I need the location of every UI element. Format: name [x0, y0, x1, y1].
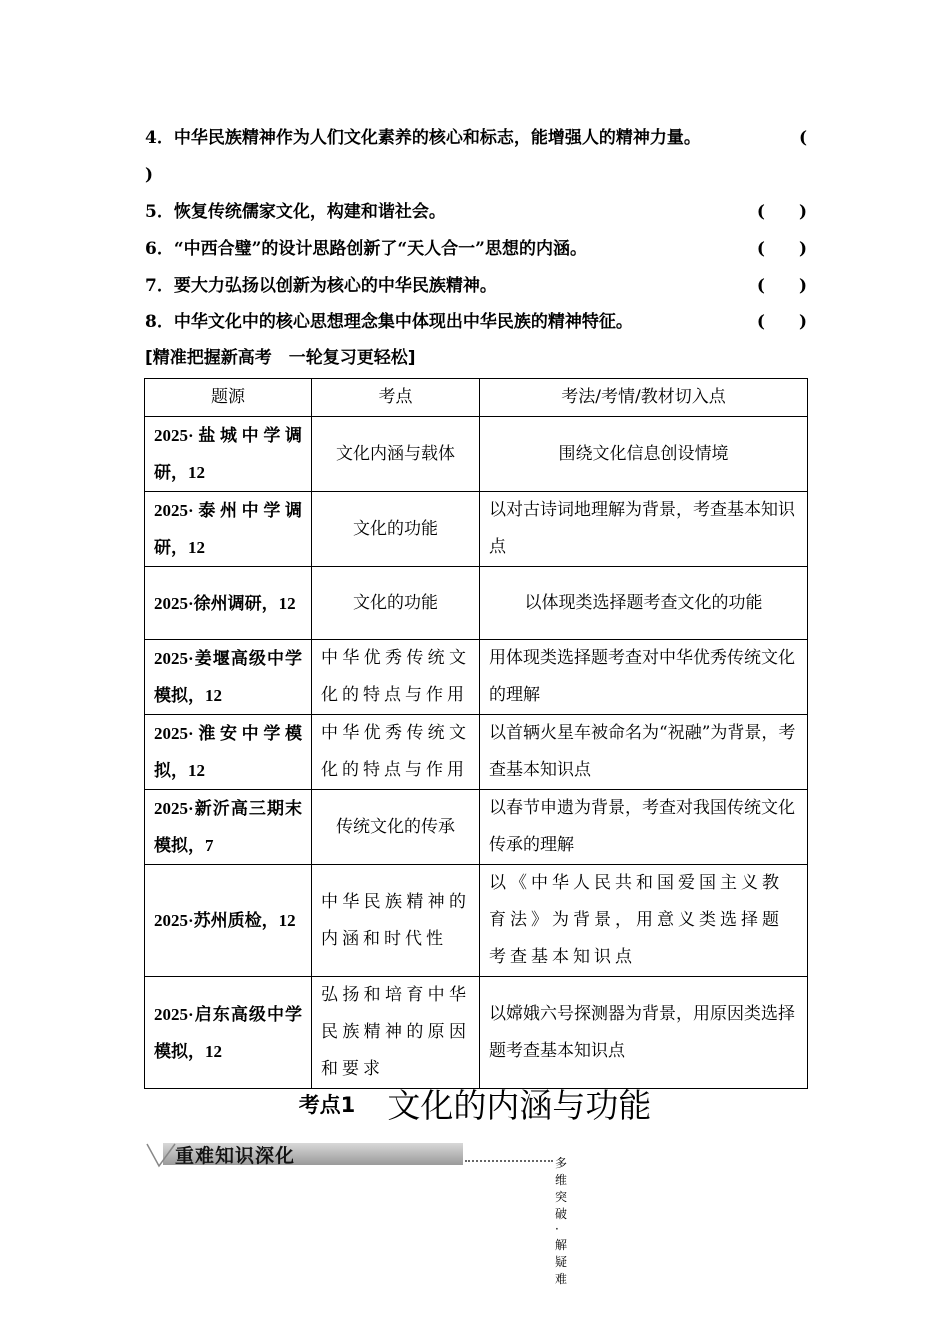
row-point: 传统文化的传承 [312, 790, 480, 865]
table-row [145, 417, 808, 492]
row-source: 2025·盐城中学调研，12 [145, 417, 312, 492]
row-point: 文化的功能 [312, 567, 480, 640]
question-7 [145, 274, 807, 298]
answer-paren: ( ) [756, 312, 807, 332]
row-point: 中华优秀传统文化的特点与作用 [312, 640, 480, 715]
table-row [145, 492, 808, 567]
row-source: 2025·徐州调研，12 [145, 567, 312, 640]
row-source: 2025·苏州质检，12 [145, 865, 312, 977]
table-row [145, 640, 808, 715]
section-banner: [精准把握新高考 一轮复习更轻松] [145, 348, 416, 368]
exam-source-table [144, 378, 808, 1089]
row-method: 以体现类选择题考查文化的功能 [480, 567, 808, 640]
answer-paren: ( ) [756, 202, 807, 222]
row-source: 2025·泰州中学调研，12 [145, 492, 312, 567]
table-row [145, 715, 808, 790]
row-method: 以对古诗词地理解为背景，考查基本知识点 [480, 492, 808, 567]
row-source: 2025·启东高级中学模拟，12 [145, 977, 312, 1089]
header-method: 考法/考情/教材切入点 [480, 379, 808, 417]
table-row [145, 790, 808, 865]
question-8 [145, 310, 807, 334]
header-source: 题源 [145, 379, 312, 417]
section-title: 重难知识深化 [175, 1145, 296, 1167]
triangle-icon [145, 1140, 179, 1170]
row-method: 以春节申遗为背景，考查对我国传统文化传承的理解 [480, 790, 808, 865]
question-4 [145, 126, 807, 150]
row-method: 以《中华人民共和国爱国主义教育法》为背景，用意义类选择题考查基本知识点 [480, 865, 808, 977]
row-point: 文化的功能 [312, 492, 480, 567]
answer-paren: ( ) [756, 239, 807, 259]
question-4-text: 4．中华民族精神作为人们文化素养的核心和标志，能增强人的精神力量。 [145, 128, 701, 148]
question-5 [145, 200, 807, 224]
row-method: 以首辆火星车被命名为“祝融”为背景，考查基本知识点 [480, 715, 808, 790]
question-8-text: 8．中华文化中的核心思想理念集中体现出中华民族的精神特征。 [145, 312, 633, 332]
answer-paren: ( ) [756, 276, 807, 296]
dotted-leader [465, 1160, 553, 1162]
answer-paren-close: ) [145, 165, 154, 185]
row-point: 文化内涵与载体 [312, 417, 480, 492]
answer-paren-open: ( [798, 128, 807, 148]
question-6 [145, 237, 807, 261]
kaodian-label: 考点1 [298, 1092, 356, 1117]
table-row [145, 977, 808, 1089]
kaodian-heading [0, 1080, 950, 1127]
header-point: 考点 [312, 379, 480, 417]
row-point: 弘扬和培育中华民族精神的原因和要求 [312, 977, 480, 1089]
row-source: 2025·新沂高三期末模拟，7 [145, 790, 312, 865]
section-subtitle: 多维突破·解疑难 [555, 1156, 568, 1286]
question-6-text: 6．“中西合璧”的设计思路创新了“天人合一”思想的内涵。 [145, 239, 587, 259]
row-method: 围绕文化信息创设情境 [480, 417, 808, 492]
question-7-text: 7．要大力弘扬以创新为核心的中华民族精神。 [145, 276, 497, 296]
kaodian-title: 文化的内涵与功能 [387, 1086, 652, 1125]
row-source: 2025·淮安中学模拟，12 [145, 715, 312, 790]
row-method: 以嫦娥六号探测器为背景，用原因类选择题考查基本知识点 [480, 977, 808, 1089]
table-header-row [145, 379, 808, 417]
row-method: 用体现类选择题考查对中华优秀传统文化的理解 [480, 640, 808, 715]
row-point: 中华民族精神的内涵和时代性 [312, 865, 480, 977]
table-row [145, 865, 808, 977]
table-row [145, 567, 808, 640]
question-5-text: 5．恢复传统儒家文化，构建和谐社会。 [145, 202, 446, 222]
row-source: 2025·姜堰高级中学模拟，12 [145, 640, 312, 715]
section-header [145, 1140, 568, 1286]
row-point: 中华优秀传统文化的特点与作用 [312, 715, 480, 790]
